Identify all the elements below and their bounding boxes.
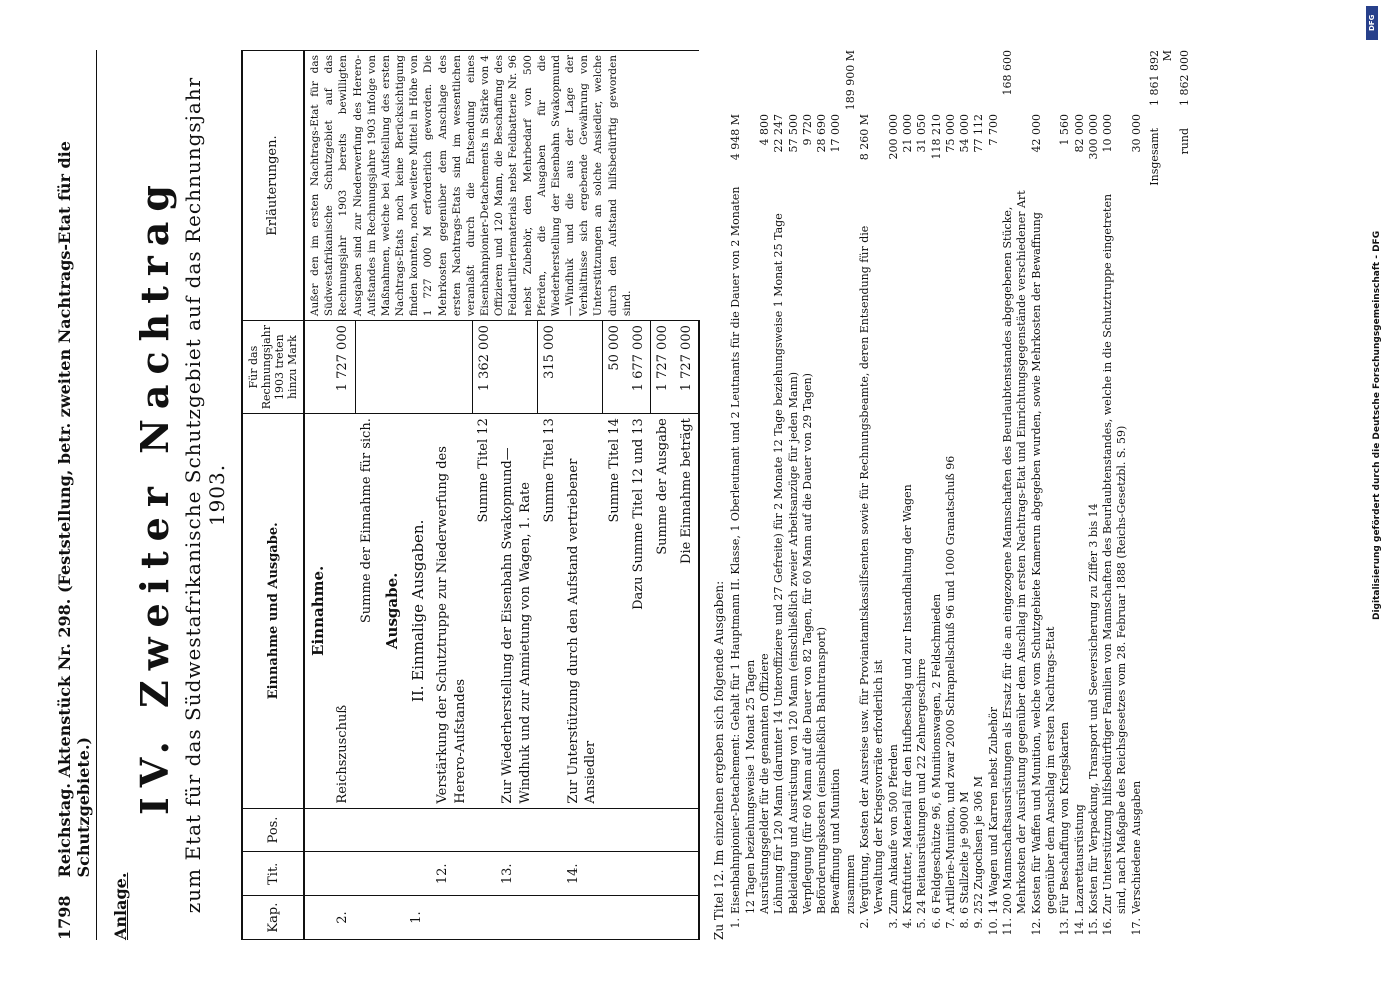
tit-13-text: Zur Wiederherstellung der Eisenbahn Swakopmund—Windhuk und zur Anmietung von Wagen, 1. Rate	[496, 414, 537, 808]
list-item	[972, 50, 986, 940]
item-amount: 9 720	[800, 114, 814, 146]
item-number: 12.	[1029, 918, 1043, 936]
item-text: 6 Feldgeschütze 96, 6 Munitionswagen, 2 Feldschmieden	[929, 593, 943, 914]
list-item	[1030, 50, 1059, 940]
list-item	[787, 50, 801, 940]
item-subtotal	[1073, 50, 1087, 114]
item-number: 13.	[1058, 918, 1072, 936]
item-amount: 10 000	[1101, 114, 1115, 153]
item-amount: 4 800	[758, 114, 771, 146]
col-kap: Kap.	[242, 896, 304, 940]
item-number: 6.	[929, 918, 943, 929]
item-amount: 77 112	[972, 114, 986, 153]
titel12-total-row	[1148, 50, 1174, 940]
list-item	[915, 50, 929, 940]
item-subtotal	[972, 50, 986, 114]
item-subtotal	[1101, 50, 1130, 114]
col-text	[242, 414, 304, 808]
item-text: Eisenbahnpionier-Detachement: Gehalt für 1 Hauptmann II. Klasse, 1 Oberleutnant und 2 Leutnants für die Dauer von 2 Monaten 12 Tagen beziehungsweise 1 Monat 25 Tagen	[729, 186, 757, 914]
tit-14-sum-label: Summe Titel 14	[603, 414, 627, 808]
item-text: Zur Unterstützung hilfsbedürftiger Familien von Mannschaften des Beurlaubtenstandes, welche in die Schutztruppe eingetreten sind, nach Maßgabe des Reichsgesetzes vom 28. Februar 1888 (Reichs-Gesetzbl. S. 59)	[1101, 193, 1129, 914]
dazu-amount: 1 677 000	[627, 321, 651, 414]
list-item	[958, 50, 972, 940]
item-number	[829, 914, 843, 940]
list-item	[887, 50, 901, 940]
item-text: Artillerie-Munition, und zwar 2000 Schrapnellschuß 96 und 1000 Granatschuß 96	[943, 455, 957, 914]
list-item	[944, 50, 958, 940]
item-text: Für Beschaffung von Kriegskarten	[1058, 721, 1072, 914]
item-amount: 28 690	[815, 114, 829, 153]
item-amount: 8 260 M	[858, 114, 872, 161]
item-number	[815, 914, 829, 940]
item-number	[801, 914, 815, 940]
item-text: Kosten für Verpackung, Transport und Seeversicherung zu Ziffer 3 bis 14	[1086, 503, 1100, 914]
summe-ausgabe-label: Summe der Ausgabe	[651, 414, 675, 808]
list-item	[1058, 50, 1072, 940]
item-amount: 200 000	[886, 114, 900, 160]
tit-14-text: Zur Unterstützung durch den Aufstand vertriebener Ansiedler	[562, 414, 603, 808]
item-text: Bewaffnung und Munition	[829, 768, 843, 914]
item-number: 11.	[1001, 918, 1015, 936]
item-subtotal	[858, 50, 887, 114]
item-number: 15.	[1086, 918, 1100, 936]
dazu-label: Dazu Summe Titel 12 und 13	[627, 414, 651, 808]
document-title: IV. Zweiter Nachtrag	[132, 175, 177, 816]
item-number: 1.	[729, 918, 743, 929]
item-number: 7.	[943, 918, 957, 929]
item-number: 5.	[915, 918, 929, 929]
item-text: Bekleidung und Ausrüstung von 120 Mann (einschließlich zweier Arbeitsanzüge für jeden Mann)	[786, 371, 800, 914]
item-text: 24 Reitausrüstungen und 22 Zehnergeschirre	[915, 658, 929, 914]
kap-2: 2.	[331, 896, 355, 940]
item-subtotal	[1130, 50, 1144, 114]
einnahme-betraegt-label: Die Einnahme beträgt	[675, 414, 700, 808]
tit-12-amount: 1 362 000	[472, 321, 496, 414]
table-row	[304, 51, 331, 940]
list-item	[815, 50, 829, 940]
titel12-items	[729, 50, 1144, 940]
tit-13: 13.	[496, 852, 537, 896]
list-item	[930, 50, 944, 940]
item-subtotal	[1058, 50, 1072, 114]
item-number	[844, 914, 858, 940]
item-subtotal	[801, 50, 815, 114]
item-amount: 7 700	[986, 114, 1000, 146]
item-number: 14.	[1072, 918, 1086, 936]
item-text: Verschiedene Ausgaben	[1129, 780, 1143, 914]
dfg-logo: DFG	[1366, 6, 1378, 40]
item-number: 8.	[958, 918, 972, 929]
item-subtotal	[1087, 50, 1101, 114]
item-amount: 75 000	[943, 114, 957, 153]
budget-table	[241, 50, 700, 940]
item-amount: 17 000	[829, 114, 843, 153]
item-amount: 21 000	[900, 114, 914, 153]
col-amount: Für das Rechnungsjahr 1903 treten hinzu Mark	[242, 321, 304, 414]
item-subtotal	[915, 50, 929, 114]
total-label: Insgesamt	[1148, 128, 1162, 186]
kap-1: 1.	[405, 896, 431, 940]
tit-14-amount: 50 000	[603, 321, 627, 414]
list-item	[758, 50, 772, 940]
list-item	[987, 50, 1001, 940]
document-subtitle: zum Etat für das Südwestafrikanische Schutzgebiet auf das Rechnungsjahr 1903.	[181, 76, 229, 914]
einnahme-sum-label: Summe der Einnahme für sich.	[355, 414, 379, 808]
item-text: Ausrüstungsgelder für die genannten Offiziere	[758, 653, 771, 914]
tit-12: 12.	[431, 852, 472, 896]
item-subtotal	[758, 50, 772, 114]
list-item	[844, 50, 858, 940]
item-amount: 4 948 M	[729, 114, 743, 161]
item-number: 9.	[972, 918, 986, 929]
item-subtotal	[944, 50, 958, 114]
item-text: 14 Wagen und Karren nebst Zubehör	[986, 706, 1000, 914]
item-subtotal	[815, 50, 829, 114]
list-item	[858, 50, 887, 940]
item-text: 252 Zugochsen je 306 M	[972, 775, 986, 914]
item-amount: 1 560	[1058, 114, 1072, 146]
tit-14: 14.	[562, 852, 603, 896]
erlaeuterung-text: Außer den im ersten Nachtrags-Etat für das Südwestafrikanische Schutzgebiet auf das Rechnungsjahr 1903 bereits bewilligten Ausgaben sind zur Niederwerfung des Herero-Aufstandes im Rechnungsjahre 1903 infolge von Maßnahmen, welche bei Aufstellung des ersten Nachtrags-Etats noch keine Berücksichtigung finden konnten, noch weitere Mittel in Höhe von 1 727 000 M erforderlich geworden. Die Mehrkosten gegenüber dem Anschlage des ersten Nachtrags-Etats sind im wesentlichen veranlaßt durch die Entsendung eines Eisenbahnpionier-Detachements in Stärke von 4 Offizieren und 120 Mann, die Beschaffung des Feldartilleriematerials nebst Feldbatterie Nr. 96 nebst Zubehör, den Mehrbedarf von 500 Pferden, die Ausgaben für die Wiederherstellung der Eisenbahn Swakopmund—Windhuk und die aus der Lage der Verhältnisse sich ergebende Gewährung von Unterstützungen an solche Ansiedler, welche durch den Aufstand hilfsbedürftig geworden sind.	[304, 51, 699, 321]
item-number: 3.	[886, 918, 900, 929]
item-text: Beförderungskosten (einschließlich Bahntransport)	[815, 626, 829, 914]
col-pos: Pos.	[242, 808, 304, 852]
item-number: 17.	[1129, 918, 1143, 936]
einnahme-betraegt-amount: 1 727 000	[675, 321, 700, 414]
item-subtotal	[887, 50, 901, 114]
reichszuschuss-amount: 1 727 000	[331, 321, 355, 414]
item-amount: 57 500	[786, 114, 800, 153]
item-amount: 54 000	[958, 114, 972, 153]
item-amount: 42 000	[1029, 114, 1043, 153]
summe-ausgabe-amount: 1 727 000	[651, 321, 675, 414]
item-number: 4.	[900, 918, 914, 929]
item-number	[772, 914, 786, 940]
item-subtotal	[729, 50, 758, 114]
item-text: zusammen	[843, 854, 857, 914]
item-subtotal: 168 600	[1001, 50, 1015, 96]
tit-12-sum-label: Summe Titel 12	[472, 414, 496, 808]
item-number	[787, 914, 801, 940]
ausgabe-subheading: II. Einmalige Ausgaben.	[405, 414, 431, 808]
item-amount: 22 247	[772, 114, 786, 153]
tit-12-text: Verstärkung der Schutztruppe zur Niederwerfung des Herero-Aufstandes	[431, 414, 472, 808]
col-text-label: Einnahme und Ausgabe.	[265, 522, 281, 700]
list-item	[901, 50, 915, 940]
item-amount	[844, 114, 858, 184]
item-amount: 118 210	[929, 114, 943, 160]
table-header-row	[242, 51, 304, 940]
col-tit: Tit.	[242, 852, 304, 896]
item-amount	[1001, 114, 1030, 184]
item-subtotal	[930, 50, 944, 114]
item-amount: 31 050	[915, 114, 929, 153]
list-item	[1073, 50, 1087, 940]
list-item	[1101, 50, 1130, 940]
item-text: 6 Stallzelte je 9000 M	[958, 791, 972, 914]
titel12-rund-row	[1178, 50, 1191, 940]
item-amount: 300 000	[1086, 114, 1100, 160]
item-amount: 82 000	[1072, 114, 1086, 153]
list-item	[1087, 50, 1101, 940]
anlage-label: Anlage.	[111, 872, 130, 940]
item-subtotal	[987, 50, 1001, 114]
item-text: Kosten für Waffen und Munition, welche vom Schutzgebiete Kamerun abgegeben wurden, sowie Mehrkosten der Bewaffnung gegenüber dem Anschlag im ersten Nachtrags-Etat	[1029, 212, 1057, 914]
item-subtotal	[772, 50, 786, 114]
item-text: Zum Ankaufe von 500 Pferden	[886, 744, 900, 914]
einnahme-heading: Einnahme.	[304, 414, 331, 808]
item-subtotal	[901, 50, 915, 114]
reichszuschuss-label: Reichszuschuß	[331, 414, 355, 808]
digitization-notice: Digitalisierung gefördert durch die Deutsche Forschungsgemeinschaft - DFG	[1372, 230, 1382, 620]
item-number	[758, 914, 772, 940]
rund-label: rund	[1178, 128, 1192, 155]
item-subtotal	[1030, 50, 1059, 114]
item-subtotal	[958, 50, 972, 114]
item-text: Verpflegung (für 60 Mann auf die Dauer von 82 Tagen, für 60 Mann auf die Dauer von 29 Tagen)	[800, 373, 814, 914]
page-content	[55, 50, 1191, 940]
item-number: 10.	[986, 918, 1000, 936]
rund-value: 1 862 000	[1178, 50, 1192, 106]
list-item	[829, 50, 843, 940]
item-text: Kraftfutter, Material für den Hufbeschlag und zur Instandhaltung der Wagen	[900, 484, 914, 914]
list-item	[772, 50, 786, 940]
list-item	[1001, 50, 1030, 940]
tit-13-amount: 315 000	[538, 321, 562, 414]
ausgabe-heading: Ausgabe.	[379, 414, 405, 808]
item-amount: 30 000	[1129, 114, 1143, 153]
tit-13-sum-label: Summe Titel 13	[538, 414, 562, 808]
item-subtotal	[787, 50, 801, 114]
page-header	[55, 50, 97, 940]
item-number: 2.	[858, 918, 872, 929]
header-text: Reichstag. Aktenstück Nr. 298. (Feststellung, betr. zweiten Nachtrags-Etat für die Schutzgebiete.)	[55, 141, 93, 878]
page-number: 1798	[55, 895, 74, 940]
item-subtotal: 189 900 M	[843, 50, 857, 111]
list-item	[1130, 50, 1144, 940]
item-number: 16.	[1101, 918, 1115, 936]
list-item	[729, 50, 758, 940]
list-item	[801, 50, 815, 940]
item-text: Vergütung, Kosten der Ausreise usw. für Proviantamtskassilfsenten sowie für Rechnungsbeamte, deren Entsendung für die Verwaltung der Kriegsvorräte erforderlich ist	[858, 225, 886, 914]
titel12-intro: Zu Titel 12. Im einzelnen ergeben sich folgende Ausgaben:	[712, 580, 727, 940]
item-text: Löhnung für 120 Mann (darunter 14 Unteroffiziere und 27 Gefreite) für 2 Monate 12 Tage beziehungsweise 1 Monat 25 Tage	[772, 213, 786, 914]
col-notes: Erläuterungen.	[242, 51, 304, 321]
total-value: 1 861 892 M	[1148, 50, 1175, 106]
item-subtotal	[829, 50, 843, 114]
item-text: 200 Mannschaftsausrüstungen als Ersatz für die an eingezogene Mannschaften des Beurlaubtenstandes abgegebenen Stücke, Mehrkosten der Ausrüstung gegenüber dem Anschlag im ersten Nachtrags-Etat und Einrichtungsgegenstände verschiedener Art	[1001, 190, 1029, 914]
item-text: Lazarettausrüstung	[1072, 804, 1086, 914]
